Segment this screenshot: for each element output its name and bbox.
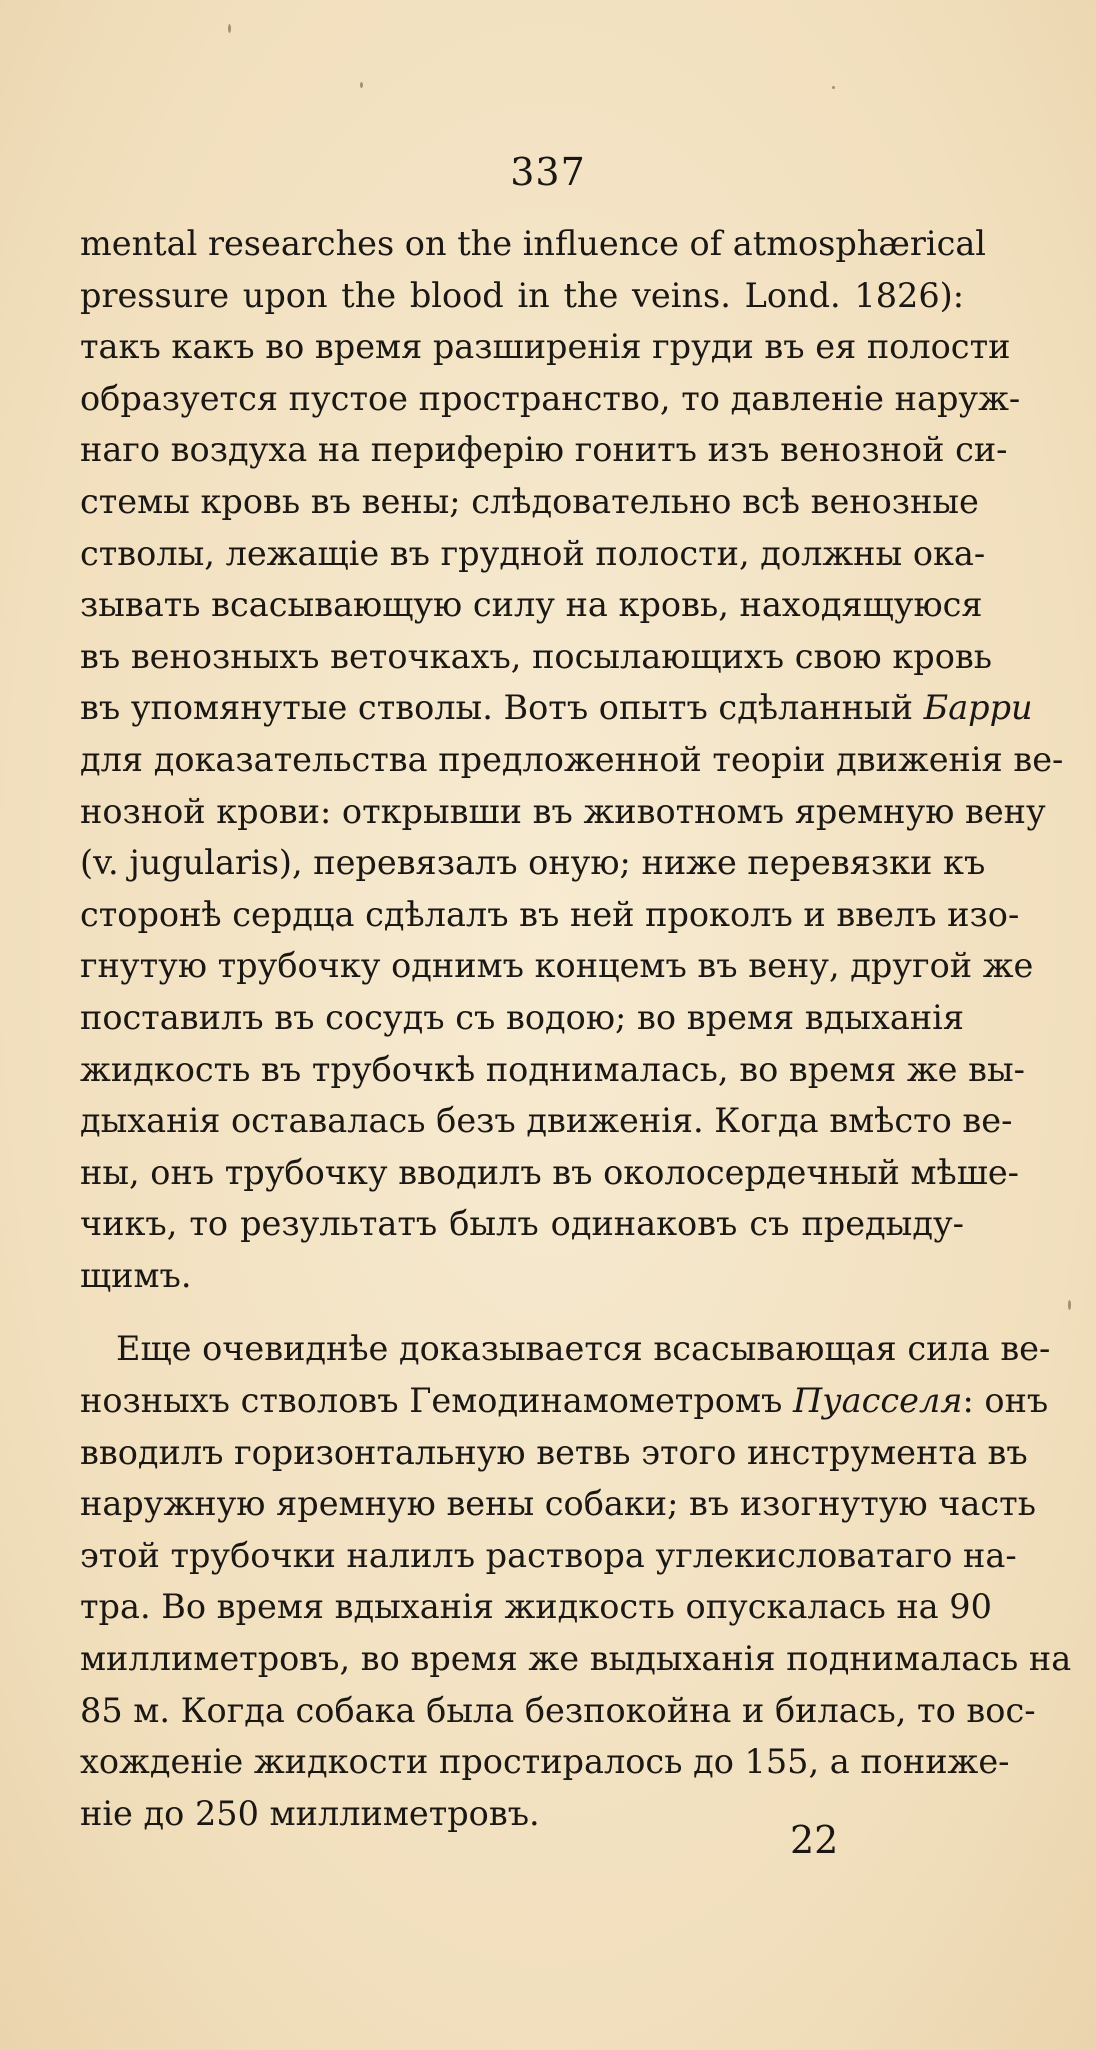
text-line: поставилъ въ сосудъ съ водою; во время вдыханія	[80, 997, 964, 1037]
text-line: ны, онъ трубочку вводилъ въ околосердечный мѣше-	[80, 1152, 1019, 1192]
paper-speck	[832, 86, 835, 89]
text-line: зывать всасывающую силу на кровь, находящуюся	[80, 585, 983, 625]
text-line: миллиметровъ, во время же выдыханія поднималась на	[80, 1639, 1072, 1679]
text-line: дыханія оставалась безъ движенія. Когда вмѣсто ве-	[80, 1101, 1013, 1141]
text-line: для доказательства предложенной теоріи движенія ве-	[80, 739, 1064, 779]
text-line: нозныхъ стволовъ Гемодинамометромъ Пуасселя: онъ	[80, 1381, 1049, 1421]
paper-speck	[228, 24, 231, 33]
text-line: Еще очевиднѣе доказывается всасывающая сила ве-	[116, 1329, 1051, 1369]
signature-mark: 22	[790, 1818, 839, 1862]
text-line: хожденіе жидкости простиралось до 155, а пониже-	[80, 1742, 1010, 1782]
text-line: щимъ.	[80, 1255, 192, 1295]
text-line: наружную яремную вены собаки; въ изогнутую часть	[80, 1484, 1036, 1524]
text-line: наго воздуха на периферію гонитъ изъ венозной си-	[80, 430, 1008, 470]
text-line: стволы, лежащіе въ грудной полости, должны ока-	[80, 533, 986, 573]
text-line: жидкость въ трубочкѣ поднималась, во время же вы-	[80, 1049, 1025, 1089]
text-line: въ венозныхъ веточкахъ, посылающихъ свою кровь	[80, 636, 992, 676]
text-line: mental researches on the influence of atmosphærical	[80, 224, 987, 263]
page-number: 337	[510, 150, 586, 194]
text-line: (v. jugularis), перевязалъ оную; ниже перевязки къ	[80, 843, 986, 883]
text-line: тра. Во время вдыханія жидкость опускалась на 90	[80, 1587, 992, 1627]
text-line: нозной крови: открывши въ животномъ яремную вену	[80, 791, 1046, 831]
text-line: стемы кровь въ вены; слѣдовательно всѣ венозные	[80, 481, 979, 521]
text-line: этой трубочки налилъ раствора углекисловатаго на-	[80, 1535, 1017, 1575]
text-line: образуется пустое пространство, то давленіе наруж-	[80, 378, 1021, 418]
italic-name: Барри	[923, 688, 1033, 728]
paper-speck	[360, 82, 363, 88]
text-line: вводилъ горизонтальную ветвь этого инструмента въ	[80, 1432, 1028, 1472]
text-line: чикъ, то результатъ былъ одинаковъ съ предыду-	[80, 1204, 964, 1244]
text-line: гнутую трубочку однимъ концемъ въ вену, другой же	[80, 946, 1034, 986]
text-line: pressure upon the blood in the veins. Lond. 1826):	[80, 275, 964, 315]
text-line: 85 м. Когда собака была безпокойна и билась, то вос-	[80, 1690, 1036, 1730]
text-line: въ упомянутые стволы. Вотъ опытъ сдѣланный Барри	[80, 688, 1033, 728]
text-line: ніе до 250 миллиметровъ.	[80, 1793, 540, 1833]
italic-name: Пуасселя	[792, 1381, 963, 1421]
text-line: сторонѣ сердца сдѣлалъ въ ней проколъ и ввелъ изо-	[80, 894, 1020, 934]
paper-speck	[1068, 1300, 1071, 1310]
text-line: такъ какъ во время разширенія груди въ ея полости	[80, 327, 1011, 367]
body-text	[80, 218, 1072, 1839]
